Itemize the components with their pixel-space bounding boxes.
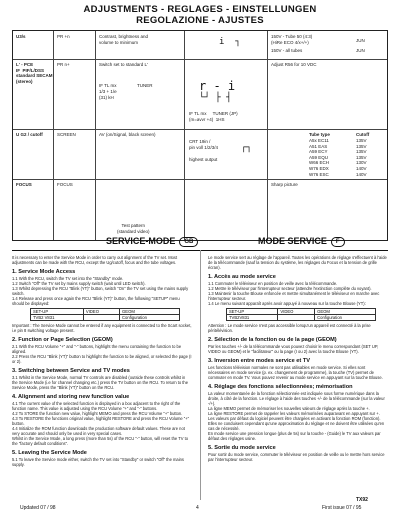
row4-desc: Test pattern (standard video) bbox=[117, 223, 150, 234]
en-section-5: 5. Leaving the Service Mode bbox=[12, 450, 87, 456]
page-subtitle: REGOLAZIONE - AJUSTES bbox=[136, 15, 264, 26]
page-number: 4 bbox=[196, 505, 199, 511]
tube-cutoff: 135V bbox=[356, 154, 367, 160]
tube-type: A59 ECY bbox=[309, 149, 328, 155]
tube-type: A51 EAS bbox=[309, 143, 328, 149]
row4-label: FOCUS bbox=[16, 182, 32, 187]
row2-sig-note: 1/3 + 1/e (31) kH bbox=[99, 89, 117, 100]
fr-section-1: 1. Accès au mode service bbox=[208, 274, 276, 280]
row1-mode: PR +n bbox=[57, 34, 70, 39]
row1-desc: Contrast, brightness and volume to minimum bbox=[99, 34, 149, 45]
tube-type: A5x EC11 bbox=[309, 138, 329, 143]
gb-badge: GB bbox=[179, 237, 198, 247]
en-para-4: 4.1 The current value of the selected function is displayed in a box adjacent to the right of the function name. This value is adjusted using the RCU Volume "+" and "-" buttons. 4.2 To STORE the function new value, highlight MEMO and press the RCU Volume "+" button. 4.3 To RESTORE the functions original value, highlight RESTORE and press the RCU Volume "+" button. 4.4 Initialize the ROM function downloads the production software default values. These are not very accurate and should only be used in very special cases. Whilst in the Service Mode, a long press (more than 5s) of the RCU "-" button, will reset the TV to the "factory default conditions". bbox=[12, 401, 190, 446]
footer-updated: Updated 07 / 98 bbox=[20, 505, 56, 511]
tube-cutoff: 135V bbox=[356, 143, 367, 149]
service-mode-gb-title: SERVICE-MODE GB bbox=[106, 236, 198, 250]
row1-right1-val: JUN bbox=[356, 38, 365, 43]
tube-type: W76 EDX bbox=[309, 166, 329, 171]
row3-crt: CRT 19in / pin voll 1/2/3/4 bbox=[189, 139, 219, 150]
tube-cutoff: 135V bbox=[356, 149, 367, 155]
row2-label: L' - PCE IF PIF/L/DSS standard SECAM (stereo) bbox=[16, 62, 53, 84]
row2-desc: Switch set to standard L' bbox=[99, 62, 148, 67]
row2-right: Adjust R56 for 10 VDC bbox=[271, 62, 317, 67]
french-column bbox=[208, 255, 388, 462]
row3-cutoff-head: Cutoff bbox=[356, 132, 370, 137]
row4-mode: FOCUS bbox=[57, 182, 73, 187]
row2-if-label: IF TL mx bbox=[99, 83, 117, 88]
row2-bottom2: (m=avvr +4) 1HS bbox=[189, 117, 225, 122]
row2-bottom: IF TL mx TUNER (JP) bbox=[189, 111, 238, 116]
row1-right2-val: JUN bbox=[356, 48, 365, 53]
row2-mode: PR n+ bbox=[57, 62, 70, 67]
fr-para-2: Par les touches +/- de la télécommande vous pouvez choisir le menu correspondant (SET UP, VIDEO ou GEOM) et le "facilitateur" ou la page (I ou 2) avec la touche Blouse (YT). bbox=[208, 344, 379, 354]
en-section-1: 1. Service Mode Access bbox=[12, 269, 76, 275]
row3-note: highest output bbox=[189, 157, 218, 162]
fr-setup-table: SET-UP VIDEO GEOM TVB2V831 Configuration bbox=[226, 308, 376, 321]
tube-cutoff: 140V bbox=[356, 166, 367, 171]
fr-section-2: 2. Sélection de la fonction ou de la page (GEOM) bbox=[208, 337, 337, 343]
model-code: TX92 bbox=[356, 497, 368, 503]
tube-type: W76 ESC bbox=[309, 171, 329, 177]
en-para-2: 2.1 With the RCU Volume "+" and "-" buttons, highlight the menu containing the function to be aligned. 2.2 Press the RCU "Blink (YT)" button to highlight the function to be aligned, or selected the page (I or 2). bbox=[12, 344, 192, 364]
row2-waveform2-icon: └┘ ├ ┤ bbox=[199, 93, 232, 103]
row3-type-head: Tube type bbox=[309, 132, 330, 137]
row4-right: Sharp picture bbox=[271, 182, 298, 187]
row1-signal-icon: i ┐ bbox=[219, 37, 241, 47]
english-column bbox=[12, 255, 192, 467]
row1-right1: 150V - Tube 50 (4:3) (HiRe ECO 4/x+/+) bbox=[271, 34, 313, 45]
en-intro: It is necessary to enter the Service Mode in order to carry out alignment of the TV set. Most adjustments can be made with the RCU, except the Ug/cutoff, focus and the tube voltages. bbox=[12, 255, 178, 265]
en-section-3: 3. Switching between Service and TV modes bbox=[12, 368, 130, 374]
row3-mode: SCREEN bbox=[57, 132, 76, 137]
fr-para-1b: Attention : Le mode service n'est pas accessible lorsqu'un appareil est connecté à la prise péritélévision. bbox=[208, 323, 371, 333]
en-setup-table: SET-UP VIDEO GEOM TVB2 V831 Configuration bbox=[30, 308, 180, 321]
fr-para-1: 1.1 Commuter le téléviseur en position de veille avec la télécommande. 1.2 Mettre le téléviseur par l'interrupteur secteur (attendre l'extinction complète du voyant). 1.3 Maintenir la touche Blouse enfoncée et mettre simultanément le téléviseur en marche avec l'interrupteur secteur. 1.4 Le menu suivant apparaît après avoir appuyé à nouveau sur la touche Blouse (YT): bbox=[208, 281, 380, 306]
fr-section-3: 3. Inversion entre modes service et TV bbox=[208, 358, 310, 364]
row1-right2: 150V - all tubes bbox=[271, 48, 303, 53]
fr-para-3: Les fonctions télévision normales ne sont pas utilisables en mode service. Si elles sont nécessaires en mode service (p. ex. changement de programme), la touche (TV) permet de commuter en mode TV. Vous pouvez revenir au mode service en appuyant sur la touche Blouse. bbox=[208, 365, 383, 380]
en-para-5: 5.1 To leave the Service mode either, switch the TV set into "Standby" or switch "Off" the mains supply. bbox=[12, 457, 184, 467]
row3-pulse-icon: ┌┐ bbox=[241, 143, 252, 153]
en-section-2: 2. Function or Page Selection (GEOM) bbox=[12, 337, 113, 343]
adjustment-table bbox=[12, 30, 388, 241]
service-mode-f-title: MODE SERVICE F bbox=[258, 236, 345, 250]
tube-cutoff: 140V bbox=[356, 171, 367, 177]
tube-type: W66 ECH bbox=[309, 160, 330, 166]
row3-label: U G2 / cutoff bbox=[16, 132, 43, 137]
row3-desc: AV (on/Signal, black screen) bbox=[99, 132, 156, 137]
tube-cutoff: 135V bbox=[356, 138, 367, 143]
en-para-3: 3.1 Whilst in the Service Mode, normal TV controls are disabled (outside these controls whilst in the Service Mode (i.e for channel changing etc.) press the TV button on the RCU. To return to the Service Mode, press the "Blink (YT)" button on the RCU. bbox=[12, 375, 188, 390]
en-para-1: 1.1 With the RCU, switch the TV set into the "Standby" mode. 1.2 Switch "Off" the TV set by mains supply switch (wait until LED switch). 1.3 Whilst depressing the RCU "Blink (YT)" button, switch "On" the TV set using the mains supply switch. 1.4 Release and press once again the RCU "Blink (YT)" button, the following "SETUP" menu should be displayed: bbox=[12, 276, 189, 306]
tube-cutoff: 130V bbox=[356, 160, 367, 166]
row2-waveform-icon: r - i bbox=[199, 79, 236, 93]
fr-para-5: Pour sortir du mode service, commuter le téléviseur en position de veille ou le mettre hors service par l'interrupteur secteur. bbox=[208, 452, 385, 462]
fr-section-4: 4. Réglage des fonctions sélectionnées; mémorisation bbox=[208, 384, 353, 390]
tube-type: A59 EQU bbox=[309, 154, 329, 160]
row2-tuner-label: TUNER bbox=[137, 83, 153, 88]
footer-first-issue: First issue 07 / 95 bbox=[322, 505, 362, 511]
fr-section-5: 5. Sortie du mode service bbox=[208, 445, 276, 451]
f-badge: F bbox=[331, 237, 345, 247]
en-para-1b: Important : The Service Mode cannot be entered if any equipment is connected to the Scart socket, i.e pin 8 switching voltage present. bbox=[12, 323, 192, 333]
page-title: ADJUSTMENTS - REGLAGES - EINSTELLUNGEN bbox=[83, 4, 317, 15]
fr-para-4: La valeur momentanée de la fonction sélectionnée est indiquée sous forme numérique dans la droite, à côté de la fonction. Le réglage à l'aide des touches +/- de la télécommande (sur la valeur -/+). La ligne MEMO permet de mémoriser les nouvelles valeurs de réglage après la touche +. La ligne RESTORE permet de rappeler les valeurs mémorisées auparavant en appuyant sur +. Les valeurs par défaut du logiciel peuvent être chargées en activant la fonction ROM (fonction). Elles ne conduisent cependant qu'une approximation du réglage et ne doivent être utilisées qu'en cas de nécessité. En mode service une pression longue (plus de 5s) sur la touche - (Guide) le TV aux valeurs par défaut des réglages usine. bbox=[208, 391, 385, 441]
en-section-4: 4. Alignment and storing new function value bbox=[12, 394, 130, 400]
row1-label: U3/s bbox=[16, 34, 26, 39]
fr-intro: Le mode service sert au réglage de l'appareil. Toutes les opérations de réglage s'effectuent à l'aide de la télécommande (sauf la tension du système, les réglages du Focus et la tension de grille écran). bbox=[208, 255, 387, 270]
